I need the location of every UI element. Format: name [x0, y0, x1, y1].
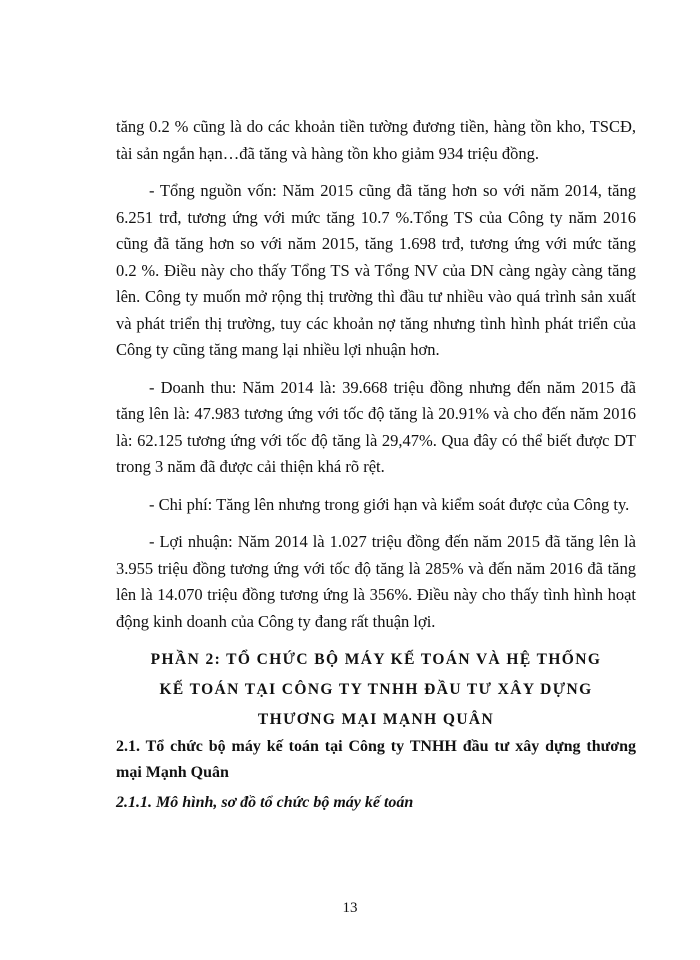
part-heading-line-2: KẾ TOÁN TẠI CÔNG TY TNHH ĐẦU TƯ XÂY DỰNG [159, 681, 593, 698]
subsection-heading: 2.1.1. Mô hình, sơ đồ tổ chức bộ máy kế toán [116, 794, 414, 811]
page-content [116, 114, 636, 816]
part-heading [116, 646, 636, 734]
part-heading-line-1: PHẦN 2: TỔ CHỨC BỘ MÁY KẾ TOÁN VÀ HỆ THỐNG [150, 651, 602, 668]
paragraph-profit: - Lợi nhuận: Năm 2014 là 1.027 triệu đồng đến năm 2015 đã tăng lên là 3.955 triệu đồng tương ứng với tốc độ tăng là 285% và đến năm 2016 đã tăng lên là 14.070 triệu đồng tương ứng là 356%. Điều này cho thấy tình hình hoạt động kinh doanh của Công ty đang rất thuận lợi. [116, 532, 636, 631]
section-heading: 2.1. Tổ chức bộ máy kế toán tại Công ty TNHH đầu tư xây dựng thương mại Mạnh Quân [116, 738, 636, 781]
page-number: 13 [342, 900, 358, 916]
part-heading-line-3: THƯƠNG MẠI MẠNH QUÂN [257, 711, 495, 728]
paragraph-total-capital: - Tổng nguồn vốn: Năm 2015 cũng đã tăng hơn so với năm 2014, tăng 6.251 trđ, tương ứng với mức tăng 10.7 %.Tổng TS của Công ty năm 2016 cũng đã tăng hơn so với năm 2015, tăng 1.698 trđ, tương ứng với mức tăng 0.2 %. Điều này cho thấy Tổng TS và Tổng NV của DN càng ngày càng tăng lên. Công ty muốn mở rộng thị trường thì đầu tư nhiều vào quá trình sản xuất và phát triển thị trường, tuy các khoản nợ tăng nhưng tình hình phát triển của Công ty cũng tăng mang lại nhiều lợi nhuận hơn. [116, 181, 636, 359]
paragraph-revenue: - Doanh thu: Năm 2014 là: 39.668 triệu đồng nhưng đến năm 2015 đã tăng lên là: 47.983 tương ứng với tốc độ tăng là 20.91% và cho đến năm 2016 là: 62.125 tương ứng với tốc độ tăng là 29,47%. Qua đây có thể biết được DT trong 3 năm đã được cải thiện khá rõ rệt. [116, 377, 636, 476]
paragraph-continuation: tăng 0.2 % cũng là do các khoản tiền tường đương tiền, hàng tồn kho, TSCĐ, tài sản ngắn hạn…đã tăng và hàng tồn kho giảm 934 triệu đồng. [116, 117, 636, 163]
paragraph-expenses: - Chi phí: Tăng lên nhưng trong giới hạn và kiểm soát được của Công ty. [149, 494, 630, 514]
